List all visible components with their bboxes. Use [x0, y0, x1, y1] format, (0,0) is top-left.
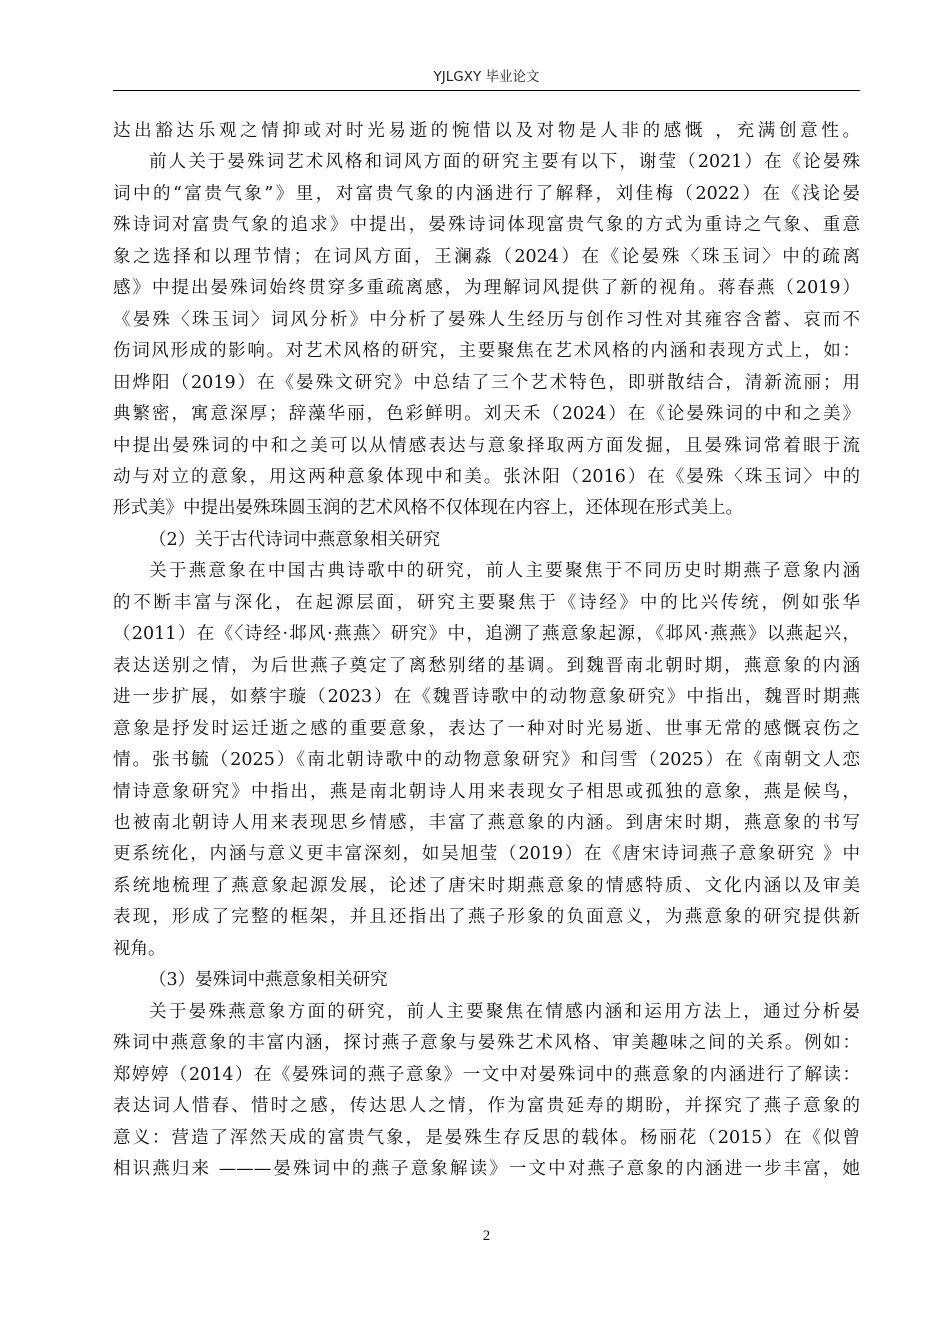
- text-line: 进一步扩展，如蔡宇璇（2023）在《魏晋诗歌中的动物意象研究》中指出，魏晋时期燕: [113, 687, 860, 708]
- text-line: 也被南北朝诗人用来表现思乡情感，丰富了燕意象的内涵。到唐宋时期，燕意象的书写: [113, 812, 860, 833]
- text-line: 情。张书毓（2025）《南北朝诗歌中的动物意象研究》和闫雪（2025）在《南朝文人恋: [113, 750, 860, 771]
- text-line: 郑婷婷（2014）在《晏殊词的燕子意象》一文中对晏殊词中的燕意象的内涵进行了解读：: [113, 1064, 860, 1085]
- text-line: （2011）在《〈诗经·邶风·燕燕〉研究》中，追溯了燕意象起源，《邶风·燕燕》以燕起兴，: [113, 624, 860, 645]
- text-line: 意象是抒发时运迁逝之感的重要意象，表达了一种对时光易逝、世事无常的感慨哀伤之: [113, 718, 860, 739]
- text-line: 更系统化，内涵与意义更丰富深刻，如吴旭莹（2019）在《唐宋诗词燕子意象研究 》中: [113, 844, 860, 865]
- section-heading: （3）晏殊词中燕意象相关研究: [149, 970, 388, 991]
- text-line: 《晏殊〈珠玉词〉词风分析》中分析了晏殊人生经历与创作习性对其雍容含蓄、哀而不: [113, 309, 860, 330]
- page-number: 2: [482, 1228, 491, 1244]
- text-line: 表现，形成了完整的框架，并且还指出了燕子形象的负面意义，为燕意象的研究提供新: [113, 907, 860, 928]
- text-line: 殊词中燕意象的丰富内涵，探讨燕子意象与晏殊艺术风格、审美趣味之间的关系。例如：: [113, 1033, 860, 1054]
- text-line: 关于燕意象在中国古典诗歌中的研究，前人主要聚焦于不同历史时期燕子意象内涵: [149, 561, 860, 582]
- page-header: YJLGXY 毕业论文: [113, 66, 860, 91]
- text-line: 殊诗词对富贵气象的追求》中提出，晏殊诗词体现富贵气象的方式为重诗之气象、重意: [113, 215, 860, 236]
- text-line: 前人关于晏殊词艺术风格和词风方面的研究主要有以下，谢莹（2021）在《论晏殊: [149, 152, 860, 173]
- text-line: 达出豁达乐观之情抑或对时光易逝的惋惜以及对物是人非的感慨 ，充满创意性。: [113, 121, 860, 141]
- text-line: 词中的“富贵气象”》里，对富贵气象的内涵进行了解释，刘佳梅（2022）在《浅论晏: [113, 183, 860, 204]
- section-heading: （2）关于古代诗词中燕意象相关研究: [149, 529, 441, 550]
- text-line: 表达词人惜春、惜时之感，传达思人之情，作为富贵延寿的期盼，并探究了燕子意象的: [113, 1096, 860, 1117]
- text-line: 的不断丰富与深化，在起源层面，研究主要聚焦于《诗经》中的比兴传统，例如张华: [113, 592, 860, 613]
- text-line: 象之选择和以理节情；在词风方面，王澜淼（2024）在《论晏殊〈珠玉词〉中的疏离: [113, 246, 860, 267]
- text-line: 动与对立的意象，用这两种意象体现中和美。张沐阳（2016）在《晏殊〈珠玉词〉中的: [113, 466, 860, 487]
- text-line: 系统地梳理了燕意象起源发展，论述了唐宋时期燕意象的情感特质、文化内涵以及审美: [113, 875, 860, 896]
- text-line: 中提出晏殊词的中和之美可以从情感表达与意象择取两方面发掘，且晏殊词常着眼于流: [113, 435, 860, 456]
- text-line: 感》中提出晏殊词始终贯穿多重疏离感，为理解词风提供了新的视角。蒋春燕（2019）: [113, 278, 860, 299]
- text-line: 相识燕归来 ———晏殊词中的燕子意象解读》一文中对燕子意象的内涵进一步丰富，她: [113, 1158, 860, 1179]
- text-line: 典繁密，寓意深厚；辞藻华丽，色彩鲜明。刘天禾（2024）在《论晏殊词的中和之美》: [113, 404, 860, 425]
- text-line: 形式美》中提出晏殊珠圆玉润的艺术风格不仅体现在内容上，还体现在形式美上。: [113, 498, 743, 519]
- text-line: 伤词风形成的影响。对艺术风格的研究，主要聚焦在艺术风格的内涵和表现方式上，如：: [113, 341, 860, 362]
- text-line: 情诗意象研究》中指出，燕是南北朝诗人用来表现女子相思或孤独的意象，燕是候鸟，: [113, 781, 860, 802]
- text-line: 田烨阳（2019）在《晏殊文研究》中总结了三个艺术特色，即骈散结合，清新流丽；用: [113, 372, 860, 393]
- text-line: 关于晏殊燕意象方面的研究，前人主要聚焦在情感内涵和运用方法上，通过分析晏: [149, 1001, 860, 1022]
- text-line: 表达送别之情，为后世燕子奠定了离愁别绪的基调。到魏晋南北朝时期，燕意象的内涵: [113, 655, 860, 676]
- body-text: [113, 116, 860, 1185]
- text-line: 意义：营造了浑然天成的富贵气象，是晏殊生存反思的载体。杨丽花（2015）在《似曾: [113, 1127, 860, 1148]
- text-line: 视角。: [113, 938, 166, 959]
